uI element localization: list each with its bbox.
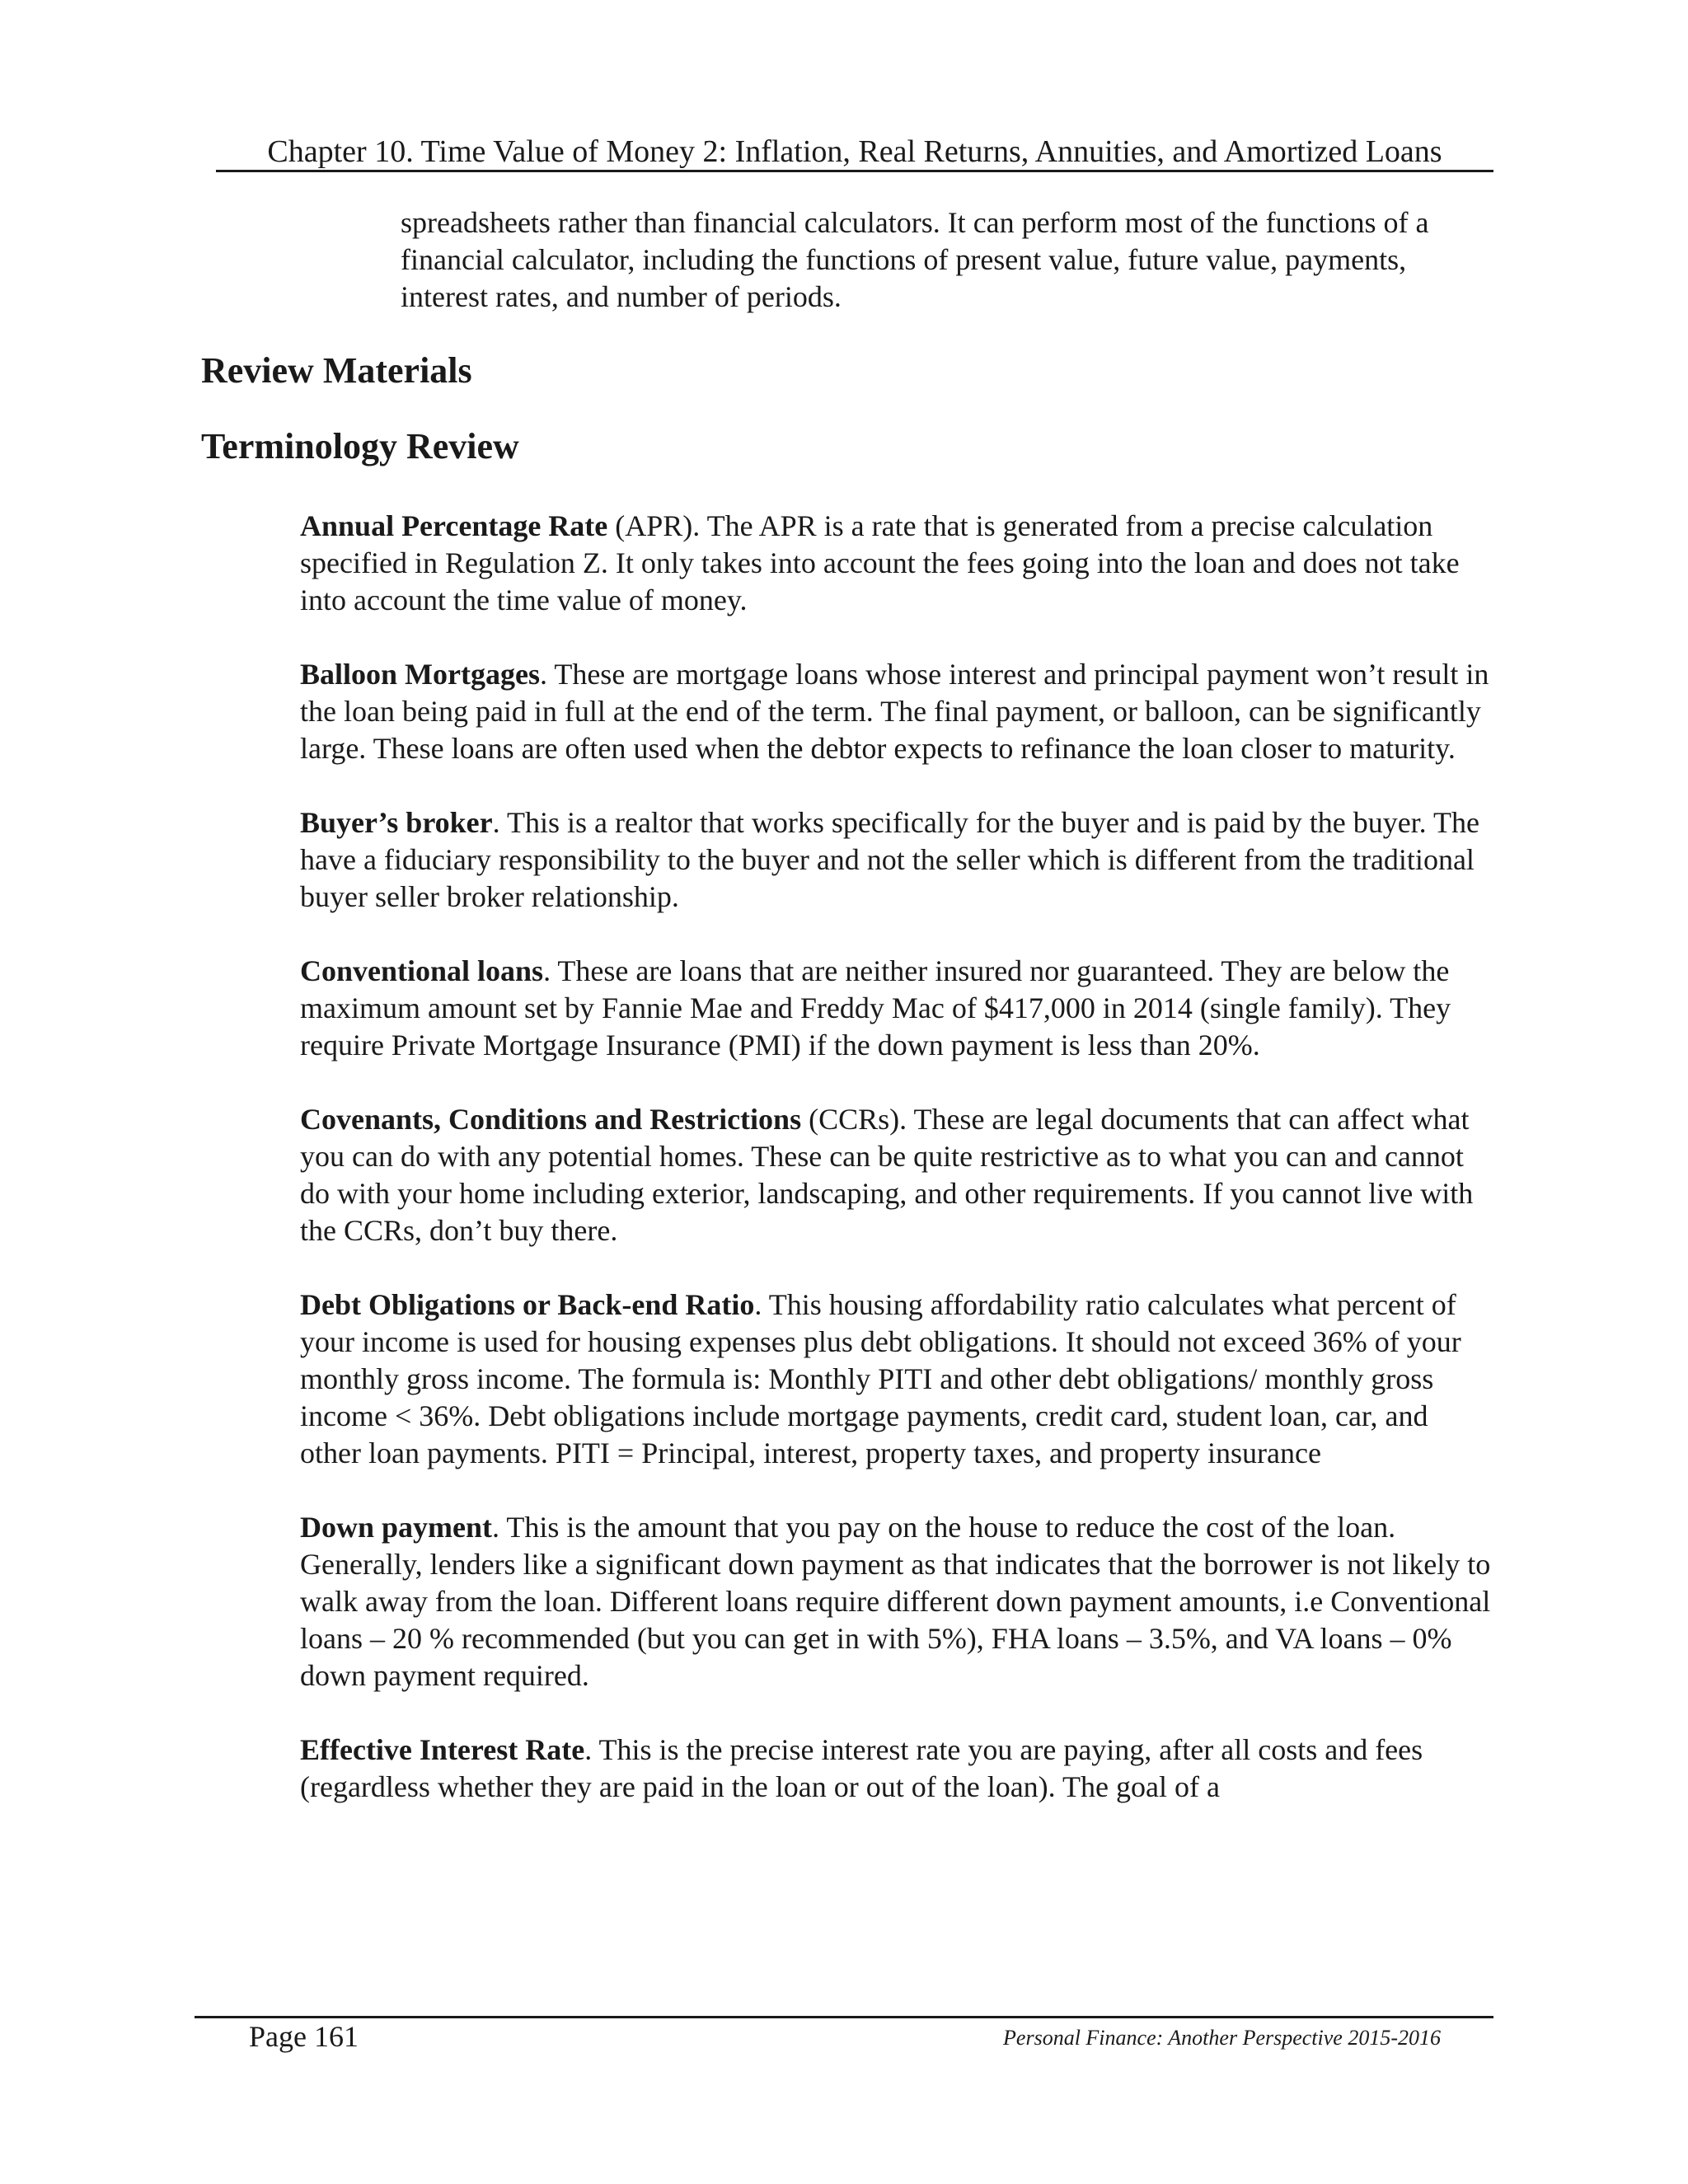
header-divider: [216, 170, 1493, 172]
term-name: Annual Percentage Rate: [300, 509, 608, 542]
term-name: Debt Obligations or Back-end Ratio: [300, 1288, 755, 1321]
term-back-end-ratio: [300, 1286, 1495, 1472]
term-ccrs: [300, 1101, 1495, 1249]
term-definition: (APR). The APR is a rate that is generated from a precise calculation specified in Regulation Z. It only takes into account the fees going into the loan and does not take into account the time value of money.: [300, 509, 1460, 616]
term-definition: . These are loans that are neither insured nor guaranteed. They are below the maximum amount set by Fannie Mae and Freddy Mac of $417,000 in 2014 (single family). They require Private Mortgage Insurance (PMI) if the down payment is less than 20%.: [300, 954, 1451, 1062]
term-definition: . This is a realtor that works specifically for the buyer and is paid by the buyer. The have a fiduciary responsibility to the buyer and not the seller which is different from the traditional buyer seller broker relationship.: [300, 806, 1479, 913]
intro-paragraph: spreadsheets rather than financial calculators. It can perform most of the functions of a financial calculator, including the functions of present value, future value, payments, interest rates, and number of periods.: [401, 206, 1429, 313]
term-down-payment: [300, 1509, 1495, 1694]
term-definition: . These are mortgage loans whose interest and principal payment won’t result in the loan being paid in full at the end of the term. The final payment, or balloon, can be significantly large. These loans are often used when the debtor expects to refinance the loan closer to maturity.: [300, 658, 1489, 765]
term-definition: (CCRs). These are legal documents that can affect what you can do with any potential homes. These can be quite restrictive as to what you can and cannot do with your home including exterior, landscaping, and other requirements. If you cannot live with the CCRs, don’t buy there.: [300, 1103, 1474, 1247]
footer-divider: [195, 2016, 1493, 2018]
term-balloon-mortgages: [300, 656, 1495, 767]
term-definition: . This is the precise interest rate you are paying, after all costs and fees (regardless whether they are paid in the loan or out of the loan). The goal of a: [300, 1733, 1423, 1803]
review-materials-heading: Review Materials: [201, 350, 472, 391]
terminology-list: [300, 508, 1495, 1843]
term-name: Conventional loans: [300, 954, 544, 987]
page-number: Page 161: [249, 2020, 359, 2053]
term-definition: . This housing affordability ratio calculates what percent of your income is used for housing expenses plus debt obligations. It should not exceed 36% of your monthly gross income. The formula is: Monthly PITI and other debt obligations/ monthly gross income < 36%. Debt obligations include mortgage payments, credit card, student loan, car, and other loan payments. PITI = Principal, interest, property taxes, and property insurance: [300, 1288, 1461, 1469]
term-apr: [300, 508, 1495, 619]
term-definition: . This is the amount that you pay on the house to reduce the cost of the loan. Generally, lenders like a significant down payment as that indicates that the borrower is not likely to walk away from the loan. Different loans require different down payment amounts, i.e Conventional loans – 20 % recommended (but you can get in with 5%), FHA loans – 3.5%, and VA loans – 0% down payment required.: [300, 1511, 1491, 1692]
term-effective-interest-rate: [300, 1732, 1495, 1806]
term-name: Balloon Mortgages: [300, 658, 540, 691]
terminology-review-heading: Terminology Review: [201, 426, 519, 466]
term-name: Effective Interest Rate: [300, 1733, 585, 1766]
term-name: Buyer’s broker: [300, 806, 493, 839]
term-name: Down payment: [300, 1511, 493, 1544]
book-title: Personal Finance: Another Perspective 2015-2016: [1003, 2026, 1441, 2050]
chapter-header: Chapter 10. Time Value of Money 2: Inflation, Real Returns, Annuities, and Amortized Loans: [267, 134, 1442, 169]
term-name: Covenants, Conditions and Restrictions: [300, 1103, 802, 1136]
term-conventional-loans: [300, 953, 1495, 1064]
term-buyers-broker: [300, 804, 1495, 916]
